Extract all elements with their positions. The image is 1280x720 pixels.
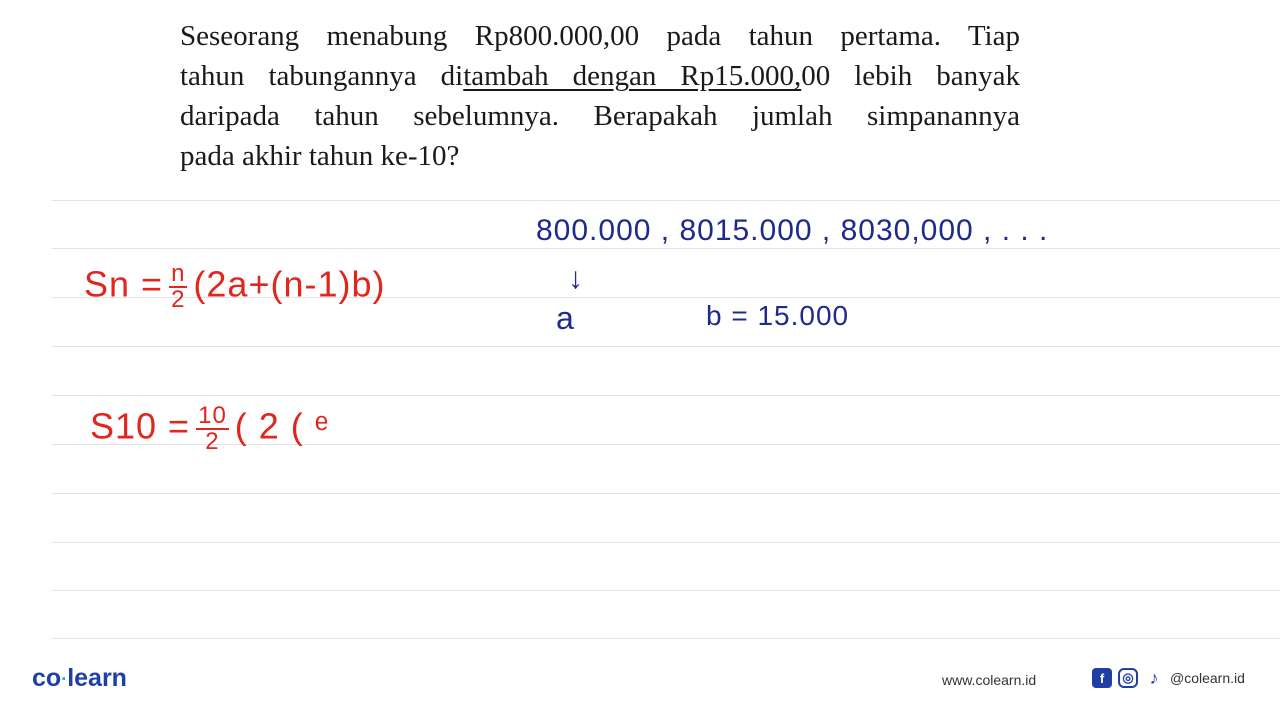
social-handle[interactable]: @colearn.id [1170,670,1245,686]
s10-formula-right: ( 2 ( ᵉ [234,405,330,447]
b-value: b = 15.000 [706,300,850,331]
problem-line-2 [180,56,1020,96]
s10-formula [90,404,329,454]
sum-formula-fraction [169,262,187,312]
logo-dot: · [61,668,68,689]
ruled-line [52,248,1280,249]
facebook-icon[interactable]: f [1092,668,1112,688]
s10-formula-denominator: 2 [205,428,220,455]
problem-line-3: daripada tahun sebelumnya. Berapakah jumlah simpanannya [180,100,1020,132]
a-label: a [556,300,575,336]
ruled-line [52,200,1280,201]
ruled-line [52,542,1280,543]
instagram-icon[interactable]: ◎ [1118,668,1138,688]
ruled-line [52,346,1280,347]
website-url[interactable]: www.colearn.id [942,672,1037,688]
problem-line-4: pada akhir tahun ke-10? [180,140,460,172]
sum-formula [84,262,386,312]
sum-formula-denominator: 2 [171,286,186,313]
problem-text [180,16,1020,176]
down-arrow-icon: ↓ [568,262,584,295]
s10-formula-numerator: 10 [198,402,227,429]
tiktok-icon[interactable]: ♪ [1149,667,1159,688]
colearn-logo [32,664,127,693]
s10-formula-left: S10 = [90,405,191,447]
problem-line-2-pre: tahun tabungannya di [180,60,464,92]
logo-learn: learn [67,664,127,692]
sum-formula-numerator: n [171,260,186,287]
sequence-handwriting: 800.000 , 8015.000 , 8030,000 , . . . [536,214,1049,247]
ruled-line [52,638,1280,639]
ruled-line [52,493,1280,494]
ruled-line [52,590,1280,591]
problem-line-1: Seseorang menabung Rp800.000,00 pada tahun pertama. Tiap [180,20,1020,52]
social-links [1092,668,1245,688]
problem-line-2-underlined: tambah dengan Rp15.000, [463,60,802,92]
problem-line-2-post: 00 lebih banyak [801,60,1020,92]
ruled-line [52,395,1280,396]
sum-formula-right: (2a+(n-1)b) [193,263,386,305]
s10-formula-fraction [196,404,229,454]
logo-co: co [32,664,62,692]
sum-formula-left: Sn = [84,263,164,305]
